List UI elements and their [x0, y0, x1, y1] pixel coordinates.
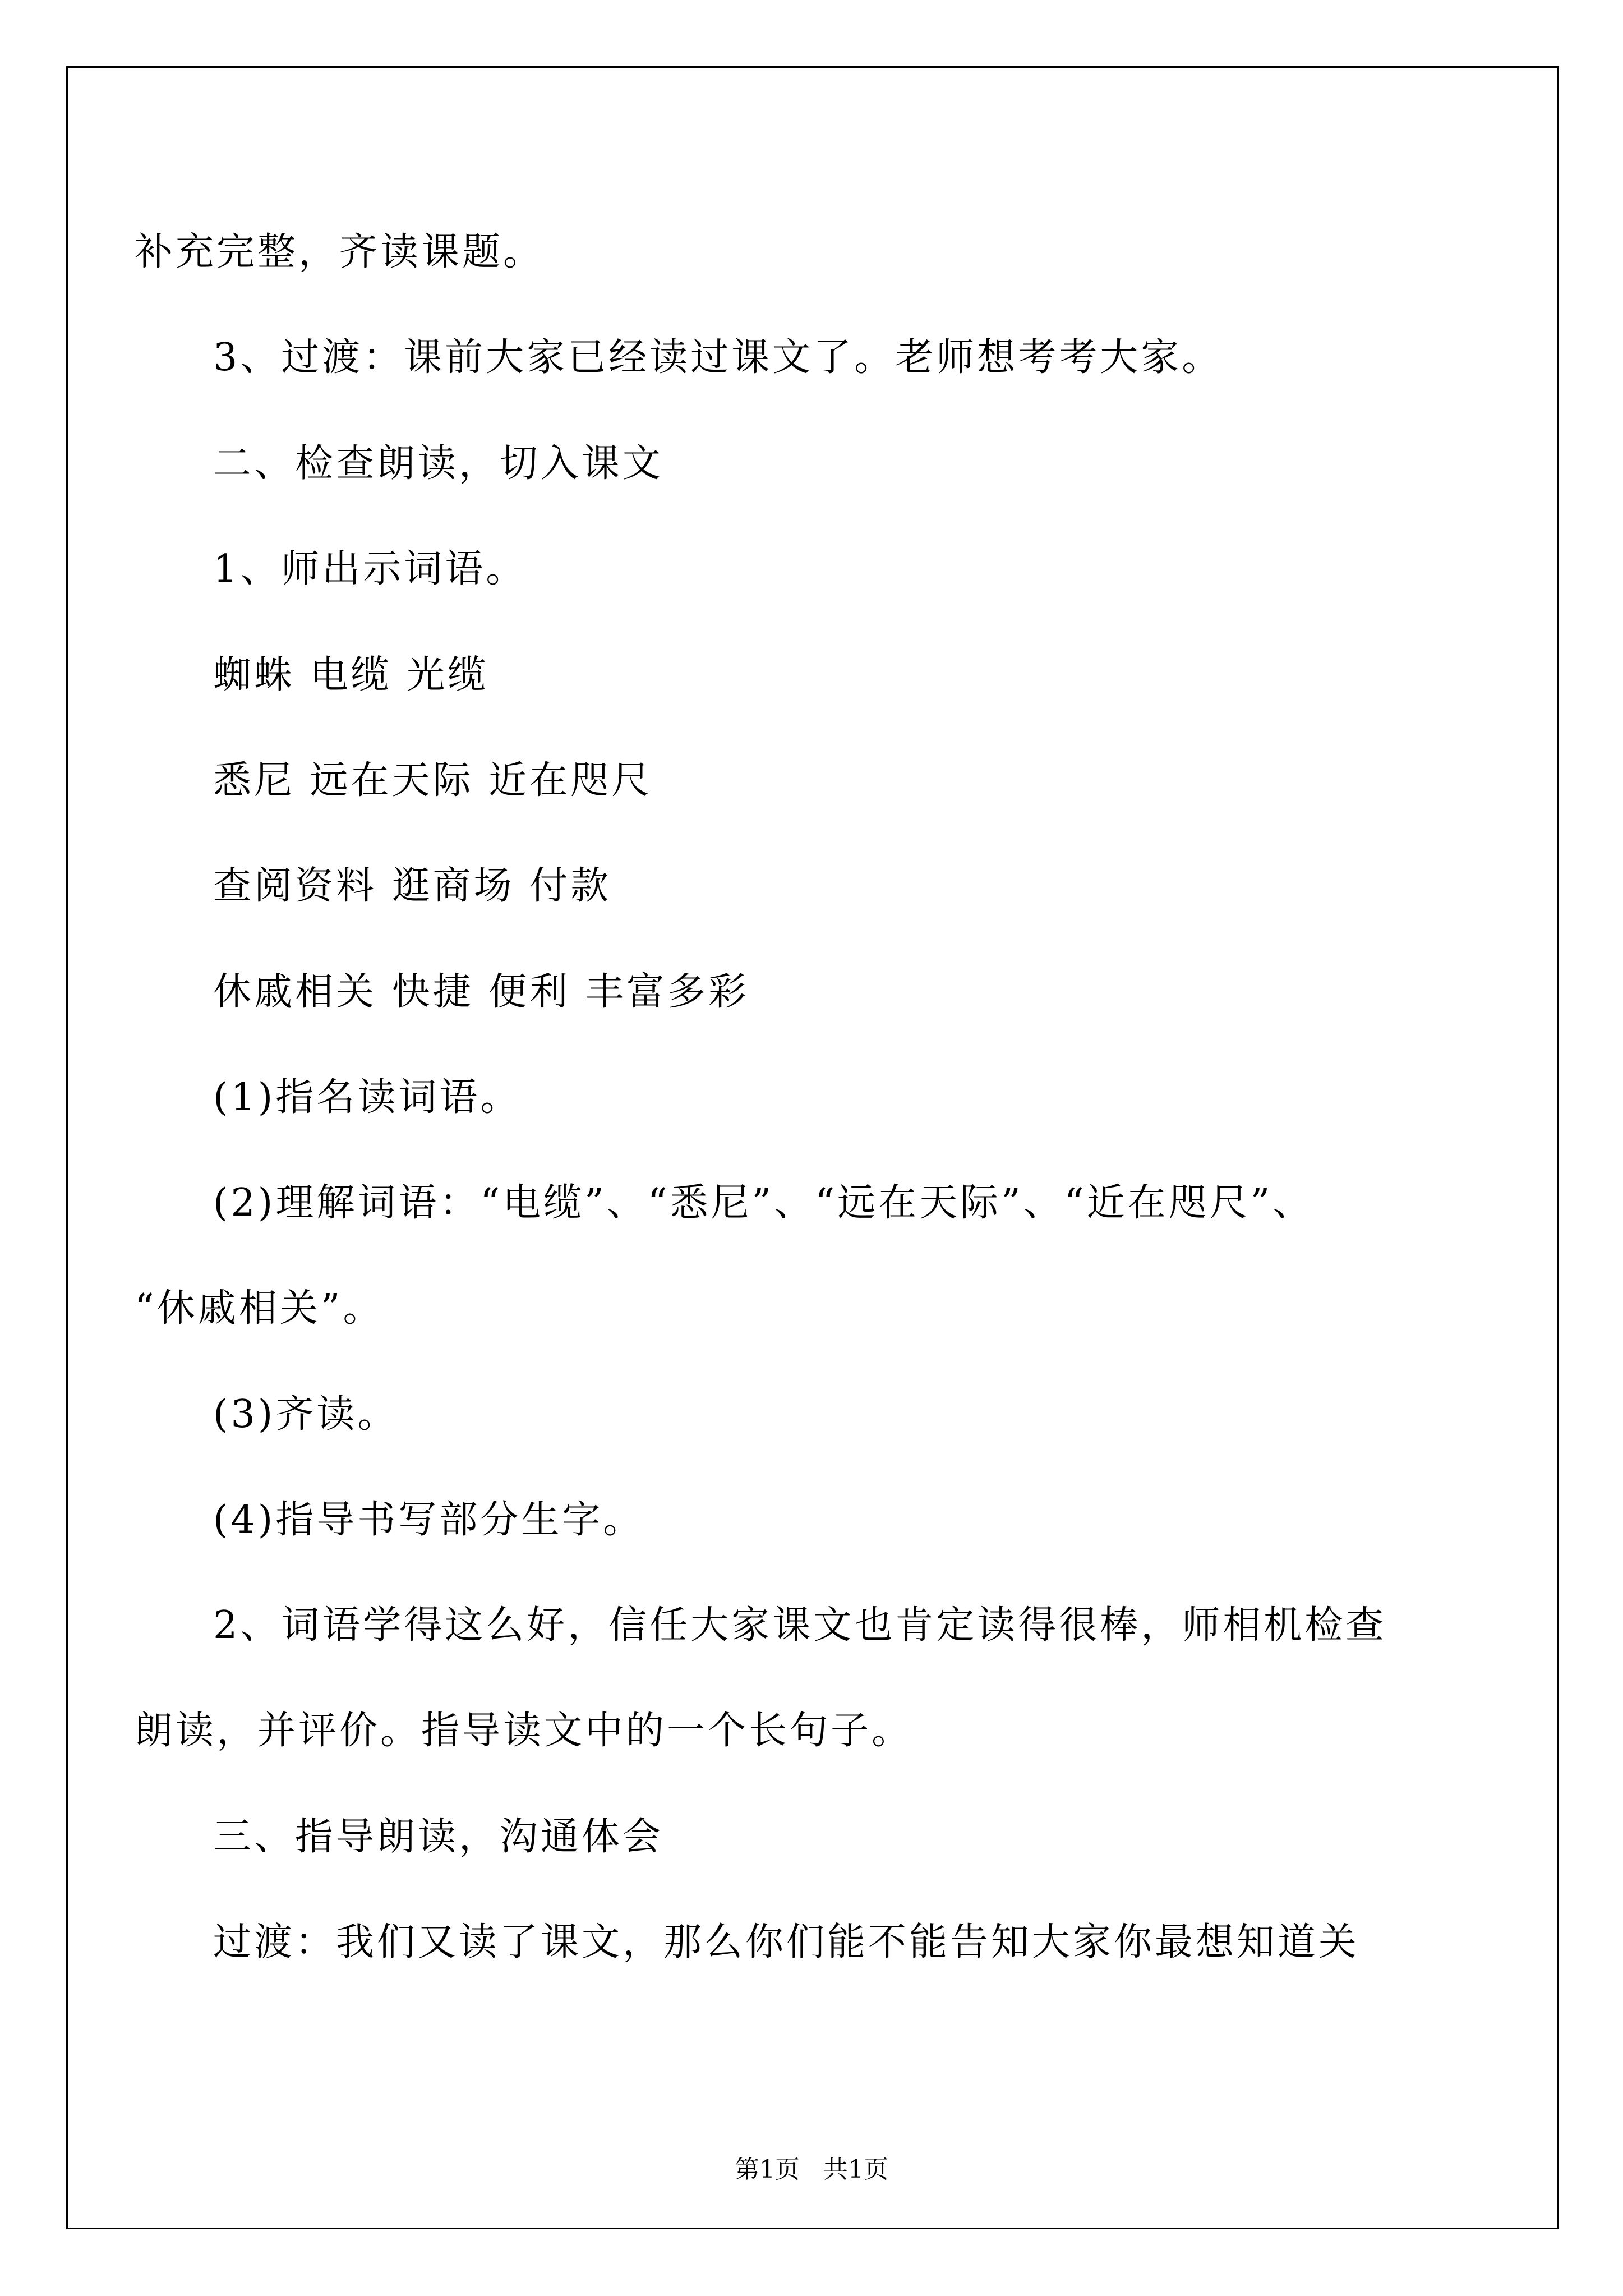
word-list-line: 悉尼 远在天际 近在咫尺: [213, 758, 653, 803]
text-line: 补充完整，齐读课题。: [135, 230, 545, 274]
section-heading: 二、检查朗读，切入课文: [213, 441, 664, 486]
word-list-line: 休戚相关 快捷 便利 丰富多彩: [213, 970, 749, 1014]
word-list-line: 蜘蛛 电缆 光缆: [213, 653, 489, 697]
text-line: (1)指名读词语。: [213, 1075, 522, 1120]
text-line: 朗读，并评价。指导读文中的一个长句子。: [135, 1709, 913, 1753]
page-footer: 第1页 共1页: [735, 2155, 888, 2184]
text-line: 过渡：我们又读了课文，那么你们能不能告知大家你最想知道关: [213, 1920, 1360, 1964]
section-heading: 三、指导朗读，沟通体会: [213, 1815, 664, 1859]
text-line: (3)齐读。: [213, 1392, 399, 1437]
text-line: 1、师出示词语。: [213, 547, 527, 591]
text-line: (2)理解词语：“电缆”、“悉尼”、“远在天际”、“近在咫尺”、: [213, 1181, 1314, 1225]
text-line: (4)指导书写部分生字。: [213, 1498, 644, 1542]
text-line: 3、过渡：课前大家已经读过课文了。老师想考考大家。: [213, 335, 1223, 380]
word-list-line: 查阅资料 逛商场 付款: [213, 864, 612, 908]
text-line: “休戚相关”。: [135, 1286, 384, 1331]
text-line: 2、词语学得这么好，信任大家课文也肯定读得很棒，师相机检查: [213, 1603, 1387, 1648]
